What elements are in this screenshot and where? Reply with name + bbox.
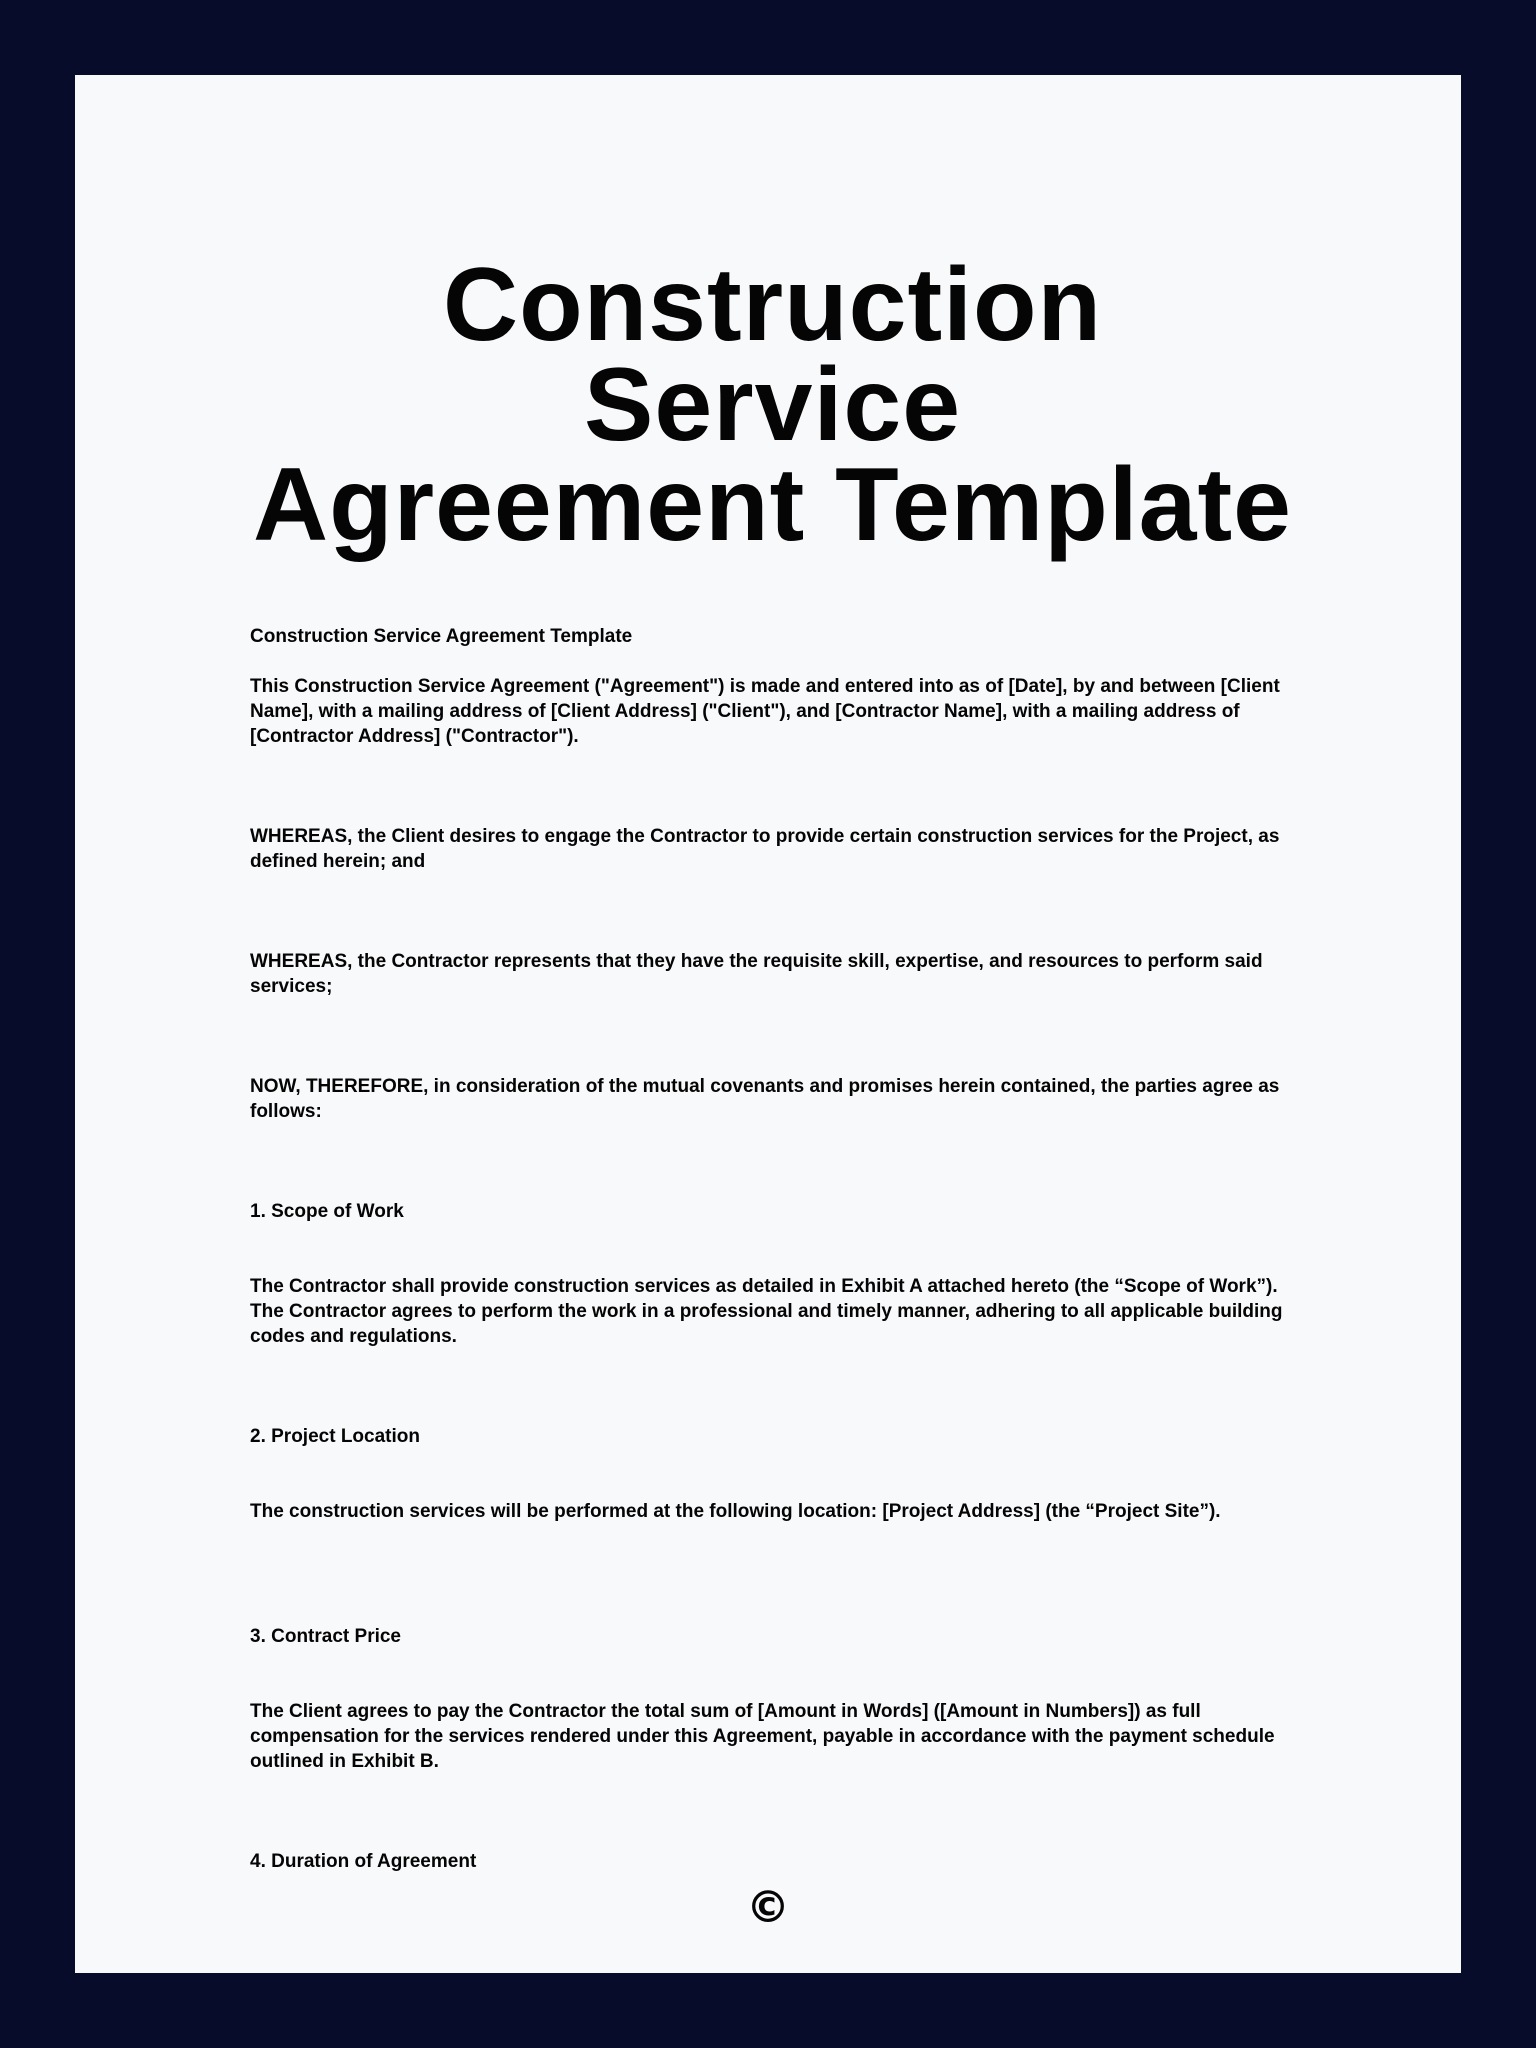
document-title-line-2: Agreement Template [252,447,1292,563]
section-heading-project-location: 2. Project Location [250,1426,420,1447]
whereas-paragraph-1: WHEREAS, the Client desires to engage the Contractor to provide certain construction services for the Project, as defined herein; and [250,826,1280,872]
document-subtitle: Construction Service Agreement Template [250,626,633,647]
copyright-icon: © [746,1882,790,1933]
section-body-contract-price: The Client agrees to pay the Contractor the total sum of [Amount in Words] ([Amount in Numbers]) as full compensation for the services rendered under this Agreement, payable in accordance with the payment schedule outlined in Exhibit B. [250,1701,1275,1772]
document-title-line-1: Construction Service [442,247,1103,463]
whereas-paragraph-2: WHEREAS, the Contractor represents that they have the requisite skill, expertise, and resources to perform said services; [250,951,1263,997]
section-heading-scope-of-work: 1. Scope of Work [250,1201,404,1222]
document-page [75,75,1461,1973]
section-body-scope-of-work: The Contractor shall provide construction services as detailed in Exhibit A attached hereto (the “Scope of Work”). The Contractor agrees to perform the work in a professional and timely manner, adhering to all applicable building codes and regulations. [250,1276,1283,1347]
section-body-project-location: The construction services will be performed at the following location: [Project Address] (the “Project Site”). [250,1501,1221,1522]
intro-paragraph: This Construction Service Agreement ("Agreement") is made and entered into as of [Date], by and between [Client Name], with a mailing address of [Client Address] ("Client"), and [Contractor Name], with a mailing address of [Contractor Address] ("Contractor"). [250,676,1280,747]
section-heading-duration: 4. Duration of Agreement [250,1851,477,1872]
document-title [250,247,1295,563]
section-heading-contract-price: 3. Contract Price [250,1626,401,1647]
therefore-paragraph: NOW, THEREFORE, in consideration of the mutual covenants and promises herein contained, the parties agree as follows: [250,1076,1280,1122]
